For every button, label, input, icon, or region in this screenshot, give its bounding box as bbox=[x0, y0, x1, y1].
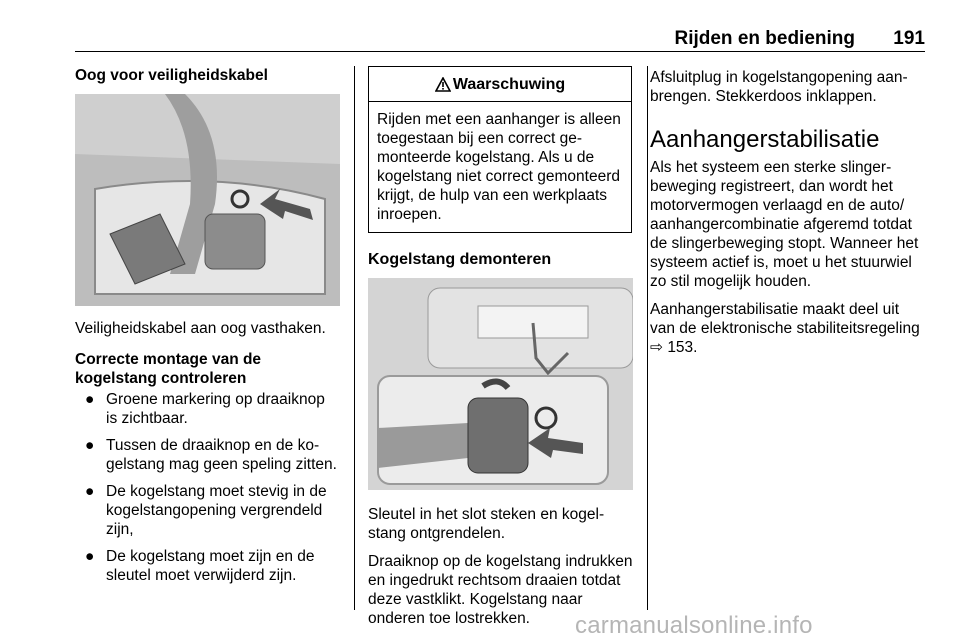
bullet-icon: ● bbox=[85, 548, 95, 565]
list-item: ● Tussen de draaiknop en de kogelstang mag geen speling zitten. bbox=[85, 437, 337, 473]
page-header bbox=[75, 28, 925, 50]
column-3 bbox=[650, 68, 926, 357]
paragraph: Draaiknop op de kogelstang indrukken en ingedrukt rechtsom draaien totdat deze vastklikt. Kogelstang naar onderen toe lostrekken. bbox=[368, 553, 633, 627]
warning-icon bbox=[435, 77, 451, 92]
warning-text: Rijden met een aanhanger is alleen toegestaan bij een correct gemonteerde kogelstang. Als u de kogelstang niet correct gemonteerd krijgt, de hulp van een werkplaats inroepen. bbox=[377, 111, 621, 223]
column-1 bbox=[75, 66, 340, 593]
bullet-icon: ● bbox=[85, 437, 95, 454]
illustration-caption: Veiligheidskabel aan oog vasthaken. bbox=[75, 320, 326, 337]
paragraph: Afsluitplug in kogelstangopening aanbrengen. Stekkerdoos inklappen. bbox=[650, 69, 908, 105]
section-heading: Oog voor veiligheidskabel bbox=[75, 67, 268, 84]
section-heading: Kogelstang demonteren bbox=[368, 251, 552, 268]
towbar-removal-illustration bbox=[368, 278, 633, 490]
safety-cable-eye-illustration bbox=[75, 94, 340, 306]
header-title: Rijden en bediening bbox=[674, 28, 855, 49]
footer-watermark: carmanualsonline.info bbox=[575, 612, 813, 639]
page-reference[interactable]: 153. bbox=[667, 339, 698, 356]
bullet-icon: ● bbox=[85, 483, 95, 500]
warning-box bbox=[368, 66, 632, 233]
bullet-icon: ● bbox=[85, 391, 95, 408]
list-item: ● De kogelstang moet zijn en de sleutel moet verwijderd zijn. bbox=[85, 548, 315, 584]
section-heading: Aanhangerstabilisatie bbox=[650, 126, 880, 153]
list-item: ● De kogelstang moet stevig in de kogelstangopening vergrendeld zijn, bbox=[85, 483, 327, 538]
header-rule bbox=[75, 51, 925, 52]
paragraph: Aanhangerstabilisatie maakt deel uit van de elektronische stabiliteitsregeling ⇨ 153. bbox=[650, 301, 920, 356]
warning-title: Waarschuwing bbox=[452, 75, 566, 93]
page-number: 191 bbox=[893, 28, 925, 49]
column-divider-2 bbox=[647, 66, 648, 610]
paragraph: Als het systeem een sterke slingerbeweging registreert, dan wordt het motorvermogen verlaagd en de auto/ aanhangercombinatie afgeremd totdat de slingerbeweging stopt. Wanneer het systeem actief is, moet u het stuurwiel zo stil mogelijk houden. bbox=[650, 159, 919, 290]
column-divider-1 bbox=[354, 66, 355, 610]
paragraph: Sleutel in het slot steken en kogelstang ontgrendelen. bbox=[368, 506, 605, 542]
column-2 bbox=[368, 66, 633, 628]
checklist bbox=[75, 390, 340, 585]
page-reference-icon: ⇨ bbox=[650, 339, 663, 356]
list-item: ● Groene markering op draaiknop is zichtbaar. bbox=[85, 391, 325, 427]
warning-header bbox=[369, 67, 631, 102]
subheading: Correcte montage van de kogelstang controleren bbox=[75, 351, 262, 387]
